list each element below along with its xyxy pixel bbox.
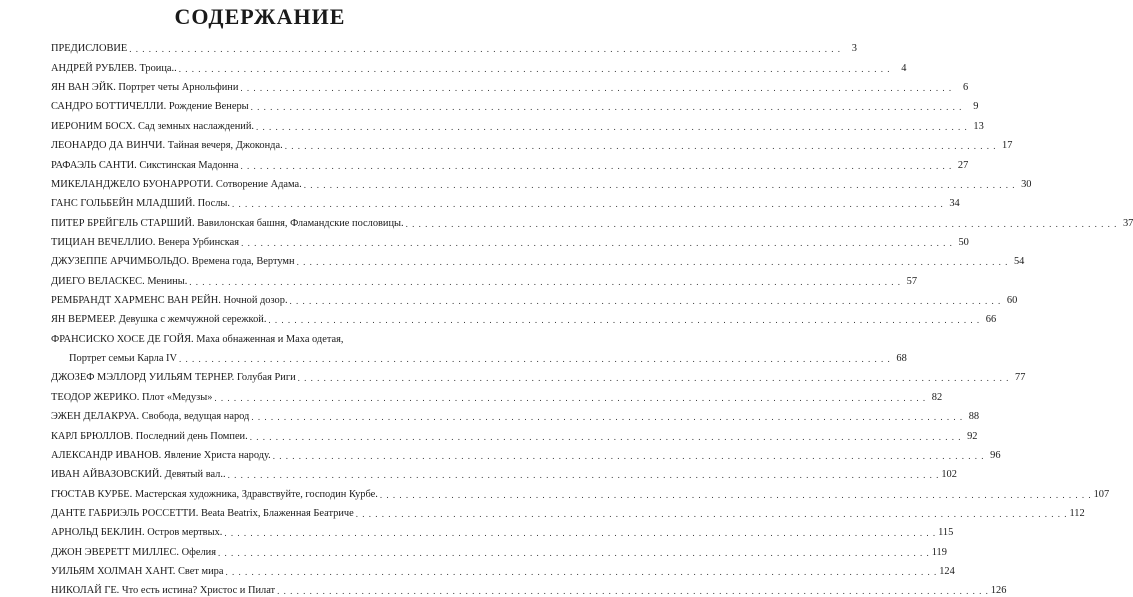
toc-page-number: 13 (973, 120, 984, 132)
toc-author: ЯН ВЕРМЕЕР. (51, 314, 117, 326)
toc-work-italic: Beata Beatrix, (200, 507, 261, 519)
toc-work: Плот «Медузы» (141, 391, 213, 403)
toc-entry[interactable] (51, 75, 969, 94)
toc-author: ИЕРОНИМ БОСХ. (51, 120, 136, 132)
toc-author: РАФАЭЛЬ САНТИ. (51, 159, 137, 171)
toc-author: АРНОЛЬД БЕКЛИН. (51, 527, 145, 539)
toc-page-number: 77 (1015, 372, 1026, 384)
toc-author: ТИЦИАН ВЕЧЕЛЛИО. (51, 236, 156, 248)
toc-page-number: 92 (967, 430, 978, 442)
toc-page-number: 115 (938, 527, 954, 539)
dot-leader (214, 392, 926, 404)
toc-entry[interactable] (51, 152, 969, 171)
toc-entry[interactable] (51, 268, 918, 287)
page-title: СОДЕРЖАНИЕ (174, 4, 346, 29)
toc-entry[interactable] (51, 210, 1133, 229)
toc-author: КАРЛ БРЮЛЛОВ. (51, 430, 134, 442)
toc-work: Сотворение Адама. (215, 178, 302, 190)
toc-author: ДЖУЗЕППЕ АРЧИМБОЛЬДО. (51, 256, 190, 268)
dot-leader (232, 198, 944, 210)
toc-page-number: 57 (906, 275, 918, 287)
toc-author: ДАНТЕ ГАБРИЭЛЬ РОССЕТТИ. (51, 507, 199, 519)
toc-author: ДИЕГО ВЕЛАСКЕС. (51, 275, 145, 287)
toc-author: НИКОЛАЙ ГЕ. (51, 585, 120, 597)
toc-work: Свет мира (177, 566, 224, 578)
dot-leader (129, 43, 841, 55)
toc-work: Времена года, Вертумн (191, 256, 295, 268)
toc-work: Сад земных наслаждений. (138, 120, 255, 132)
toc-entry[interactable] (51, 481, 1110, 500)
toc-page-number: 30 (1021, 178, 1032, 190)
toc-page-number: 3 (851, 43, 857, 55)
toc-work: Свобода, ведущая народ (141, 411, 250, 423)
toc-work: Остров мертвых. (147, 527, 223, 539)
toc-entry[interactable] (51, 501, 1085, 520)
toc-work: Голубая Риги (236, 372, 296, 384)
toc-entry[interactable] (51, 462, 957, 481)
dot-leader (218, 547, 930, 559)
toc-page-number: 50 (958, 236, 969, 248)
toc-entry[interactable] (51, 443, 1001, 462)
toc-work: Явление Христа народу. (163, 449, 271, 461)
toc-entry[interactable] (51, 94, 979, 113)
toc-author: ИВАН АЙВАЗОВСКИЙ. (51, 469, 163, 481)
toc-entry[interactable] (51, 249, 1025, 268)
toc-page-number: 107 (1093, 488, 1110, 500)
toc-author: ТЕОДОР ЖЕРИКО. (51, 391, 140, 403)
toc-entry[interactable] (51, 307, 997, 326)
dot-leader (251, 101, 963, 113)
toc-author: МИКЕЛАНДЖЕЛО БУОНАРРОТИ. (51, 178, 214, 190)
toc-author: ЯН ВАН ЭЙК. (51, 82, 116, 94)
toc-work: Последний день Помпеи. (135, 430, 248, 442)
toc-entry[interactable] (51, 539, 947, 558)
dot-leader (189, 276, 901, 288)
toc-entry[interactable] (51, 55, 907, 74)
table-of-contents (51, 36, 1133, 597)
toc-page-number: 17 (1002, 140, 1013, 152)
toc-entry[interactable] (51, 384, 943, 403)
toc-author: ФРАНСИСКО ХОСЕ ДЕ ГОЙЯ. (51, 333, 194, 345)
toc-entry[interactable] (51, 191, 960, 210)
toc-work: Мастерская художника, Здравствуйте, господин Курбе. (134, 488, 378, 500)
toc-work: Тайная вечеря, Джоконда. (167, 140, 283, 152)
dot-leader (228, 469, 940, 481)
toc-page-number: 68 (896, 353, 907, 365)
toc-page-number: 102 (941, 469, 957, 481)
toc-work: Вавилонская башня, Фламандские пословицы. (197, 217, 404, 229)
toc-work: Портрет семьи Карла IV (69, 353, 178, 365)
toc-work: Ночной дозор. (223, 295, 288, 307)
toc-work: Менины. (147, 275, 188, 287)
dot-leader (250, 431, 962, 443)
dot-leader (224, 527, 936, 539)
toc-author: АЛЕКСАНДР ИВАНОВ. (51, 449, 162, 461)
toc-work: Девушка с жемчужной сережкой. (118, 314, 267, 326)
toc-work: Офелия (181, 546, 216, 558)
toc-entry[interactable] (51, 230, 969, 249)
toc-work: Рождение Венеры (168, 101, 249, 113)
toc-page-number: 34 (949, 198, 960, 210)
toc-page-number: 126 (990, 585, 1007, 597)
toc-page-number: 9 (973, 101, 979, 113)
dot-leader (290, 295, 1002, 307)
toc-work: Девятый вал.. (164, 469, 226, 481)
toc-author: ГАНС ГОЛЬБЕЙН МЛАДШИЙ. (51, 198, 196, 210)
toc-work: Блаженная Беатриче (263, 507, 354, 519)
dot-leader (406, 218, 1118, 230)
dot-leader (273, 450, 985, 462)
toc-page-number: 124 (939, 566, 955, 578)
toc-entry[interactable] (51, 113, 984, 132)
toc-page-number: 88 (968, 411, 980, 423)
dot-leader (241, 160, 953, 172)
toc-entry[interactable] (51, 423, 978, 442)
toc-author: САНДРО БОТТИЧЕЛЛИ. (51, 101, 167, 113)
dot-leader (179, 63, 891, 75)
dot-leader (179, 353, 891, 365)
toc-work: Послы. (197, 198, 230, 210)
toc-entry[interactable] (51, 520, 954, 539)
toc-author: ПРЕДИСЛОВИЕ (51, 43, 128, 55)
toc-page-number: 37 (1122, 217, 1133, 229)
dot-leader (297, 256, 1009, 268)
toc-author: ЭЖЕН ДЕЛАКРУА. (51, 411, 140, 423)
toc-page-number: 27 (957, 159, 969, 171)
dot-leader (251, 411, 963, 423)
toc-entry[interactable] (51, 404, 980, 423)
toc-page-number: 112 (1069, 507, 1085, 519)
toc-entry[interactable] (51, 365, 1026, 384)
toc-author: УИЛЬЯМ ХОЛМАН ХАНТ. (51, 566, 176, 578)
toc-work: Портрет четы Арнольфини (118, 82, 239, 94)
toc-page-number: 6 (962, 82, 969, 94)
dot-leader (277, 585, 989, 597)
toc-author: ДЖОН ЭВЕРЕТТ МИЛЛЕС. (51, 546, 180, 558)
toc-work: Что есть истина? Христос и Пилат (121, 585, 276, 597)
toc-author: ДЖОЗЕФ МЭЛЛОРД УИЛЬЯМ ТЕРНЕР. (51, 372, 235, 384)
toc-work: Маха обнаженная и Маха одетая, (196, 333, 344, 345)
dot-leader (304, 179, 1016, 191)
toc-author: АНДРЕЙ РУБЛЕВ. (51, 62, 137, 74)
dot-leader (380, 489, 1092, 501)
toc-page-number: 4 (901, 62, 907, 74)
dot-leader (240, 82, 952, 94)
toc-entry[interactable] (51, 133, 1013, 152)
toc-entry[interactable] (51, 559, 955, 578)
toc-author: РЕМБРАНДТ ХАРМЕНС ВАН РЕЙН. (51, 295, 221, 307)
toc-author: ГЮСТАВ КУРБЕ. (51, 488, 133, 500)
toc-page-number: 66 (985, 314, 997, 326)
toc-work: Венера Урбинская (158, 236, 240, 248)
toc-entry[interactable] (51, 172, 1032, 191)
dot-leader (268, 314, 980, 326)
toc-page-number: 119 (931, 546, 947, 558)
toc-author: ПИТЕР БРЕЙГЕЛЬ СТАРШИЙ. (51, 217, 195, 229)
dot-leader (256, 121, 968, 133)
dot-leader (285, 140, 997, 152)
toc-page-number: 60 (1006, 295, 1018, 307)
toc-entry[interactable] (51, 36, 857, 55)
toc-entry[interactable] (51, 288, 1018, 307)
dot-leader (225, 566, 937, 578)
toc-entry[interactable] (51, 578, 1007, 597)
dot-leader (298, 372, 1010, 384)
toc-page-number: 54 (1013, 256, 1025, 268)
dot-leader (241, 237, 953, 249)
toc-author: ЛЕОНАРДО ДА ВИНЧИ. (51, 140, 166, 152)
toc-entry[interactable] (51, 326, 471, 345)
toc-page-number: 96 (990, 449, 1001, 461)
dot-leader (356, 508, 1068, 520)
toc-work: Троица.. (139, 62, 177, 74)
toc-work: Сикстинская Мадонна (139, 159, 239, 171)
toc-page-number: 82 (931, 391, 943, 403)
toc-entry-continuation[interactable] (51, 346, 907, 365)
